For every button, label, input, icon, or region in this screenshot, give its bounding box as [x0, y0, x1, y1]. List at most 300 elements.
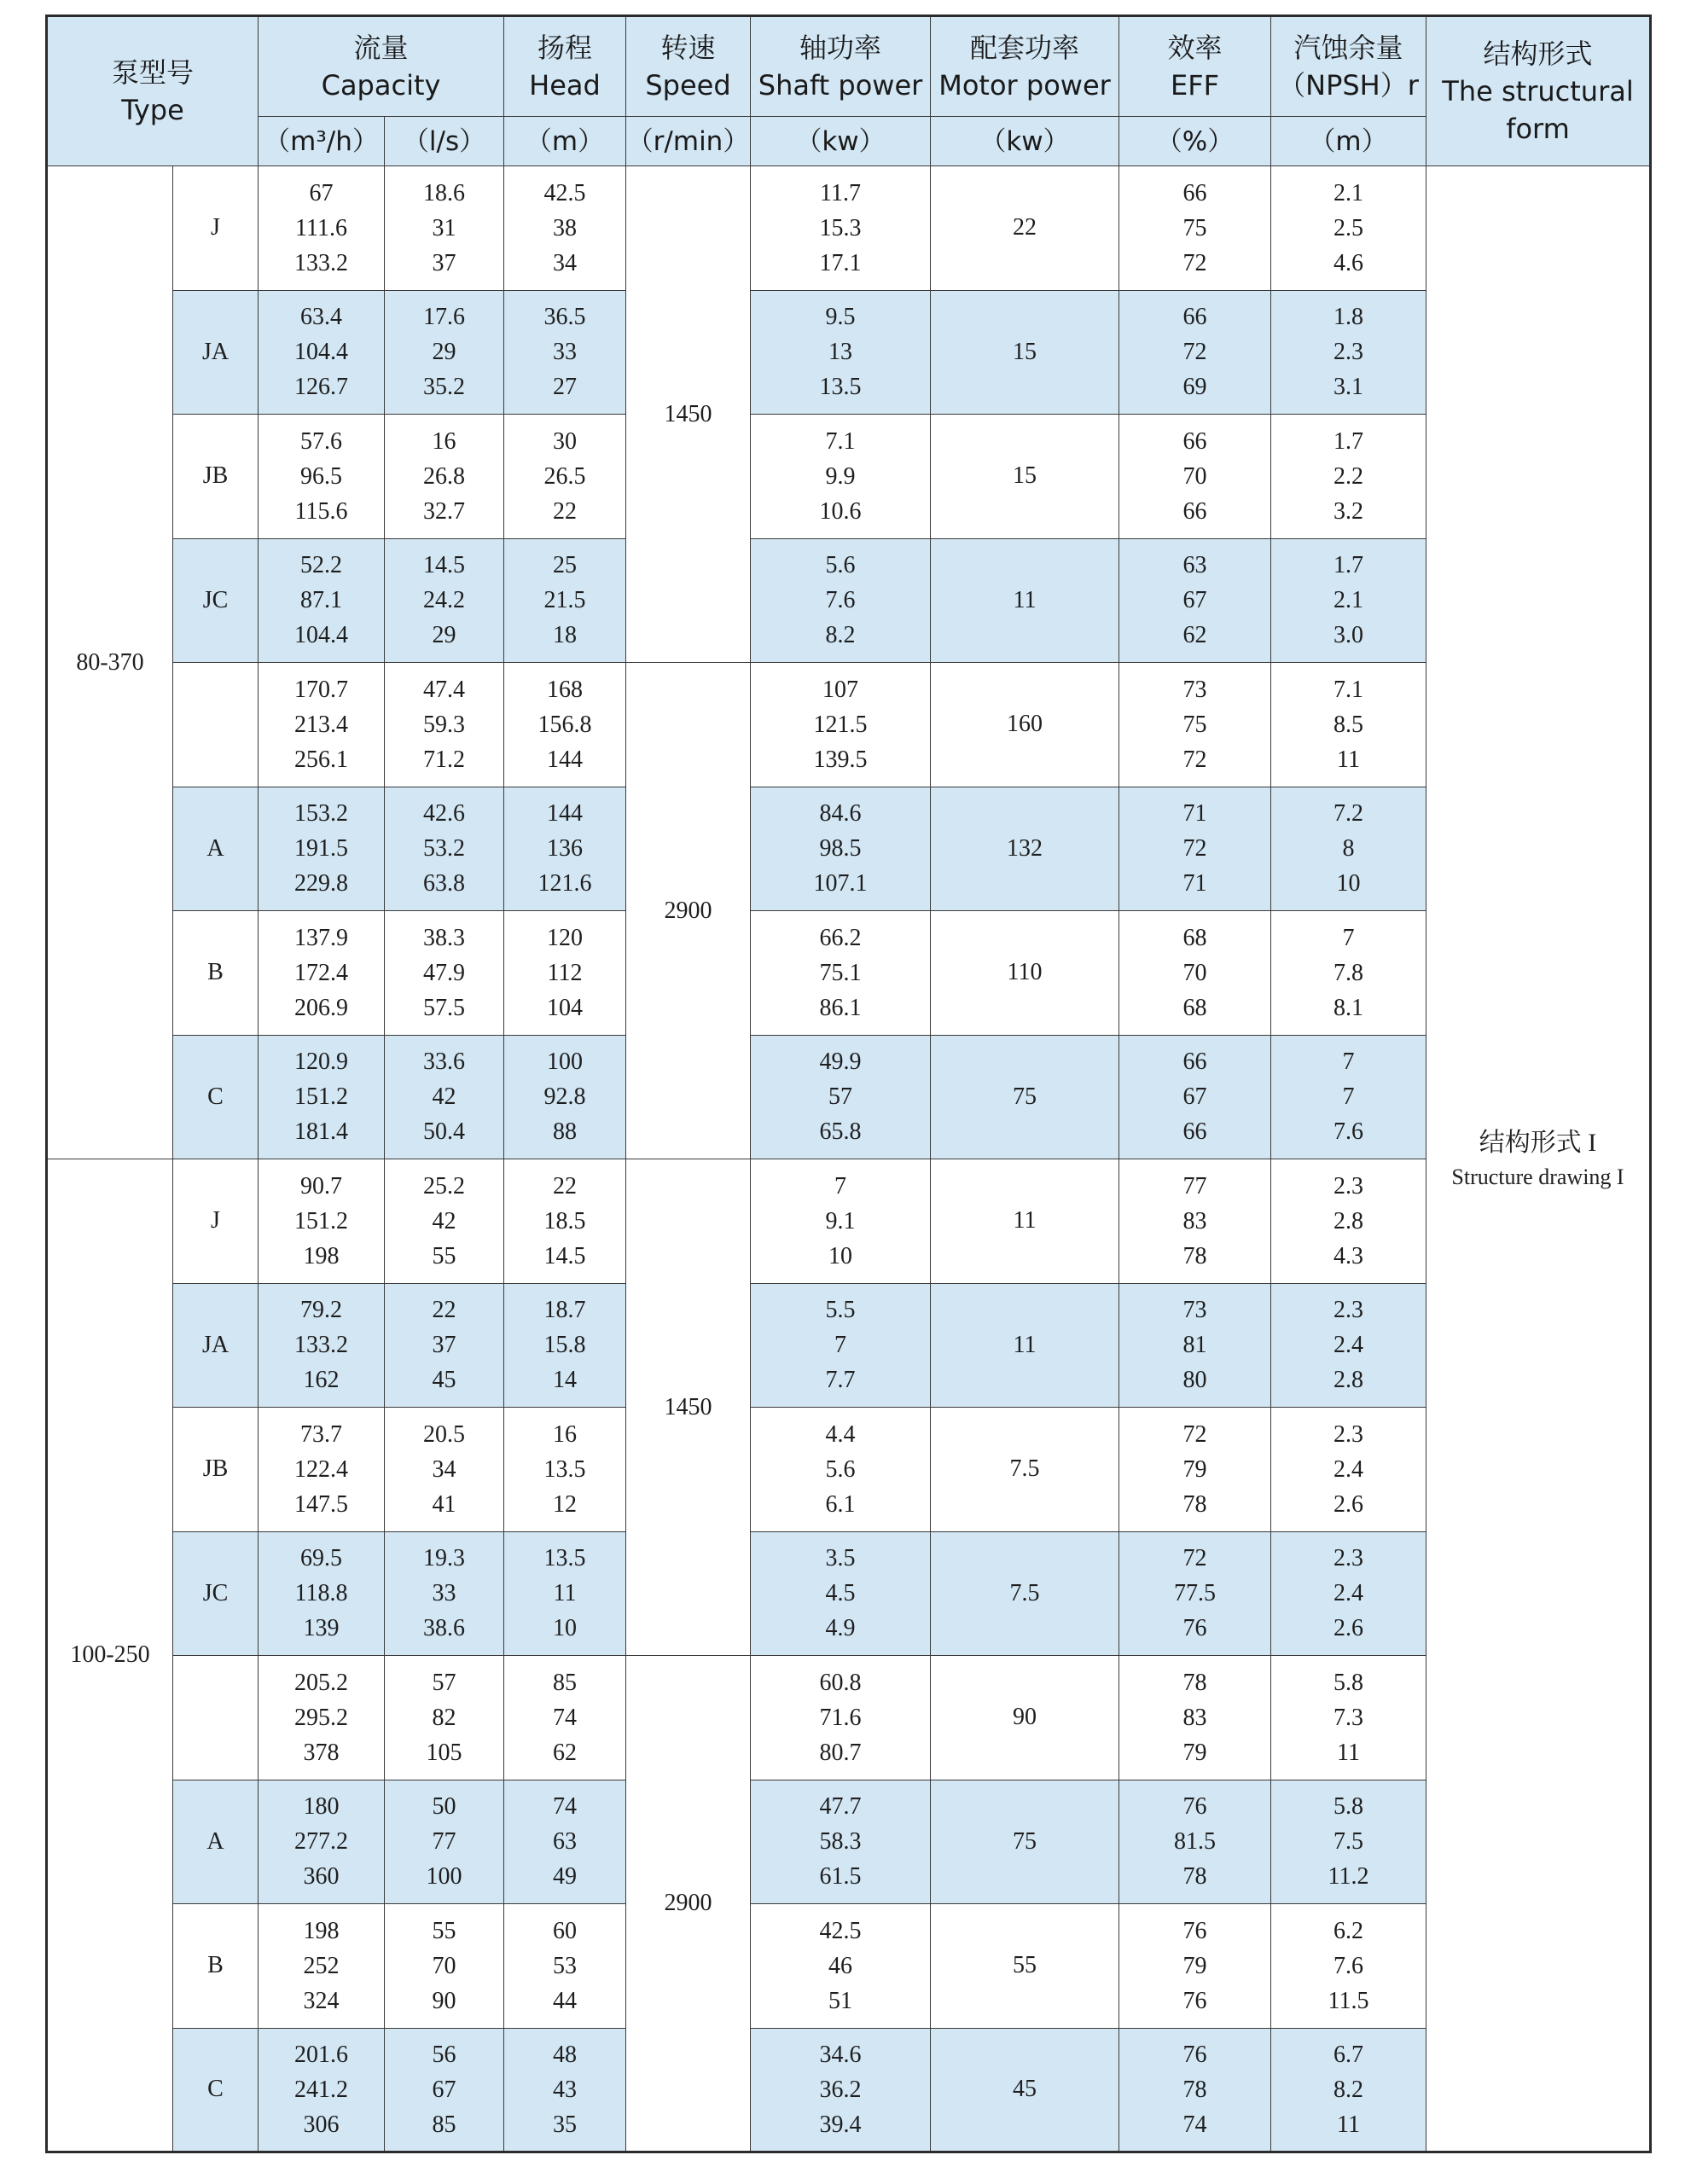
value-head: 112: [547, 959, 583, 986]
sub-model-cell: A: [173, 787, 259, 911]
table-row: [47, 1531, 1651, 1656]
cell-head: [504, 538, 626, 663]
value-head: 14: [553, 1367, 578, 1394]
value-eff: 69: [1182, 374, 1207, 401]
value-npsh: 2.4: [1333, 1455, 1364, 1483]
cell-ls: [385, 1159, 504, 1284]
value-m3h: 181.4: [294, 1118, 349, 1146]
value-m3h: 241.2: [294, 2076, 349, 2103]
cell-eff: [1119, 1904, 1271, 2029]
cell-ls: [385, 1283, 504, 1408]
cell-m3h: [259, 1531, 385, 1656]
value-head: 74: [553, 1704, 578, 1731]
value-m3h: 277.2: [294, 1828, 349, 1856]
cell-m3h: [259, 166, 385, 291]
value-eff: 70: [1182, 959, 1207, 986]
motor-power-cell: 75: [931, 1035, 1119, 1159]
value-ls: 35.2: [423, 374, 466, 401]
value-ls: 18.6: [423, 179, 466, 206]
value-head: 14.5: [543, 1242, 586, 1269]
value-ls: 85: [432, 2111, 456, 2138]
header-capacity-en: Capacity: [321, 69, 441, 102]
cell-head: [504, 1531, 626, 1656]
cell-eff: [1119, 166, 1271, 291]
cell-eff: [1119, 787, 1271, 911]
value-shaft: 65.8: [819, 1118, 862, 1146]
value-npsh: 7: [1342, 1083, 1355, 1111]
model-cell: 100-250: [47, 1159, 173, 2152]
value-head: 27: [553, 374, 578, 401]
value-eff: 70: [1182, 462, 1207, 490]
value-npsh: 4.3: [1333, 1242, 1364, 1269]
value-ls: 37: [432, 249, 456, 276]
value-m3h: 172.4: [294, 959, 349, 986]
value-npsh: 4.6: [1333, 249, 1364, 276]
cell-ls: [385, 1531, 504, 1656]
table-row: [47, 663, 1651, 787]
value-npsh: 7: [1342, 1048, 1355, 1076]
value-head: 121.6: [537, 870, 592, 897]
value-ls: 45: [432, 1367, 456, 1394]
cell-shaft: [751, 1035, 931, 1159]
value-m3h: 198: [303, 1242, 340, 1269]
value-shaft: 3.5: [825, 1545, 856, 1572]
cell-head: [504, 2028, 626, 2152]
table-row: [47, 1780, 1651, 1904]
value-ls: 47.4: [423, 676, 466, 703]
value-m3h: 180: [303, 1793, 340, 1821]
value-ls: 47.9: [423, 959, 466, 986]
value-head: 35: [553, 2111, 578, 2138]
cell-shaft: [751, 1780, 931, 1904]
value-eff: 72: [1182, 835, 1207, 863]
cell-npsh: [1271, 1283, 1426, 1408]
value-ls: 41: [432, 1490, 456, 1518]
cell-shaft: [751, 290, 931, 415]
value-shaft: 58.3: [819, 1828, 862, 1856]
table-body: [47, 166, 1651, 2152]
header-structure: [1426, 16, 1651, 166]
value-ls: 71.2: [423, 746, 466, 773]
value-head: 144: [547, 800, 584, 828]
cell-head: [504, 911, 626, 1036]
value-shaft: 98.5: [819, 835, 862, 863]
value-npsh: 1.7: [1333, 552, 1364, 579]
value-ls: 105: [426, 1739, 462, 1766]
cell-m3h: [259, 1656, 385, 1780]
unit-eff: （%）: [1119, 117, 1271, 166]
value-npsh: 5.8: [1333, 1793, 1364, 1821]
cell-m3h: [259, 1408, 385, 1532]
header-eff: [1119, 16, 1271, 117]
value-m3h: 170.7: [294, 676, 349, 703]
cell-eff: [1119, 1035, 1271, 1159]
cell-shaft: [751, 1531, 931, 1656]
value-shaft: 7: [834, 1172, 847, 1199]
header-motor-en: Motor power: [938, 69, 1111, 102]
value-m3h: 378: [303, 1739, 340, 1766]
value-m3h: 306: [303, 2111, 340, 2138]
value-head: 15.8: [543, 1332, 586, 1359]
value-head: 53: [553, 1952, 578, 1979]
value-ls: 22: [432, 1297, 456, 1324]
value-m3h: 139: [303, 1615, 340, 1642]
value-head: 85: [553, 1669, 578, 1696]
value-ls: 63.8: [423, 870, 466, 897]
header-speed-en: Speed: [645, 69, 731, 102]
motor-power-cell: 7.5: [931, 1408, 1119, 1532]
cell-npsh: [1271, 415, 1426, 539]
header-shaft-cn: 轴功率: [799, 32, 882, 64]
value-eff: 74: [1182, 2111, 1207, 2138]
value-head: 100: [547, 1048, 584, 1076]
value-npsh: 2.6: [1333, 1615, 1364, 1642]
header-npsh-cn: 汽蚀余量: [1293, 32, 1403, 64]
value-eff: 78: [1182, 1490, 1207, 1518]
motor-power-cell: 15: [931, 290, 1119, 415]
value-m3h: 256.1: [294, 746, 349, 773]
value-shaft: 34.6: [819, 2041, 862, 2068]
value-shaft: 5.6: [825, 1455, 856, 1483]
cell-head: [504, 166, 626, 291]
cell-m3h: [259, 1159, 385, 1284]
value-eff: 73: [1182, 676, 1207, 703]
value-npsh: 8.1: [1333, 994, 1364, 1021]
table-row: [47, 290, 1651, 415]
value-npsh: 8.5: [1333, 711, 1364, 738]
cell-shaft: [751, 415, 931, 539]
value-shaft: 36.2: [819, 2076, 862, 2103]
value-m3h: 115.6: [294, 497, 348, 525]
value-shaft: 6.1: [825, 1490, 856, 1518]
cell-shaft: [751, 166, 931, 291]
value-shaft: 5.6: [825, 552, 856, 579]
cell-m3h: [259, 1035, 385, 1159]
value-npsh: 11: [1337, 2111, 1360, 2138]
speed-cell: 2900: [626, 1656, 751, 2152]
cell-shaft: [751, 538, 931, 663]
cell-ls: [385, 538, 504, 663]
value-head: 16: [553, 1420, 578, 1448]
sub-model-cell: J: [173, 1159, 259, 1284]
cell-ls: [385, 1656, 504, 1780]
value-eff: 67: [1182, 587, 1207, 614]
value-eff: 68: [1182, 924, 1207, 951]
table-row: [47, 1656, 1651, 1780]
value-m3h: 87.1: [300, 587, 343, 614]
value-m3h: 252: [303, 1952, 340, 1979]
value-npsh: 2.5: [1333, 214, 1364, 241]
cell-shaft: [751, 1159, 931, 1284]
cell-shaft: [751, 1408, 931, 1532]
value-shaft: 4.5: [825, 1580, 856, 1607]
cell-head: [504, 1283, 626, 1408]
cell-eff: [1119, 1780, 1271, 1904]
value-m3h: 111.6: [295, 214, 347, 241]
motor-power-cell: 160: [931, 663, 1119, 787]
value-eff: 66: [1182, 497, 1207, 525]
value-npsh: 2.8: [1333, 1207, 1364, 1234]
header-motor-power: [931, 16, 1119, 117]
value-npsh: 7.6: [1333, 1952, 1364, 1979]
value-head: 63: [553, 1828, 578, 1856]
value-eff: 71: [1182, 800, 1207, 828]
table-row: [47, 787, 1651, 911]
motor-power-cell: 7.5: [931, 1531, 1119, 1656]
cell-ls: [385, 787, 504, 911]
value-shaft: 9.1: [825, 1207, 856, 1234]
value-npsh: 7.2: [1333, 800, 1364, 828]
cell-head: [504, 663, 626, 787]
value-npsh: 11: [1337, 1739, 1360, 1766]
value-eff: 77: [1182, 1172, 1207, 1199]
value-shaft: 10.6: [819, 497, 862, 525]
value-eff: 80: [1182, 1367, 1207, 1394]
cell-m3h: [259, 1904, 385, 2029]
value-npsh: 11.5: [1328, 1987, 1369, 2014]
cell-npsh: [1271, 911, 1426, 1036]
value-head: 18: [553, 622, 578, 649]
value-ls: 14.5: [423, 552, 466, 579]
value-ls: 29: [432, 622, 456, 649]
cell-npsh: [1271, 1904, 1426, 2029]
table-row: [47, 2028, 1651, 2152]
value-shaft: 10: [828, 1242, 853, 1269]
value-eff: 78: [1182, 1242, 1207, 1269]
sub-model-cell: JA: [173, 1283, 259, 1408]
cell-ls: [385, 290, 504, 415]
value-shaft: 60.8: [819, 1669, 862, 1696]
cell-eff: [1119, 1656, 1271, 1780]
cell-m3h: [259, 1283, 385, 1408]
unit-ls: （l/s）: [385, 117, 504, 166]
value-npsh: 3.0: [1333, 622, 1364, 649]
sub-model-cell: B: [173, 1904, 259, 2029]
cell-npsh: [1271, 2028, 1426, 2152]
value-shaft: 107.1: [813, 870, 868, 897]
value-eff: 75: [1182, 214, 1207, 241]
value-ls: 33.6: [423, 1048, 466, 1076]
cell-head: [504, 1904, 626, 2029]
header-type-en: Type: [121, 94, 184, 126]
cell-m3h: [259, 290, 385, 415]
value-npsh: 11.2: [1328, 1863, 1369, 1891]
header-speed-cn: 转速: [660, 32, 716, 64]
unit-motor: （kw）: [931, 117, 1119, 166]
cell-m3h: [259, 911, 385, 1036]
table-row: [47, 415, 1651, 539]
value-head: 30: [553, 427, 578, 455]
value-npsh: 7.6: [1333, 1118, 1364, 1146]
value-eff: 78: [1182, 2076, 1207, 2103]
value-head: 26.5: [543, 462, 586, 490]
value-shaft: 7.6: [825, 587, 856, 614]
header-head-cn: 扬程: [537, 32, 593, 64]
cell-head: [504, 1159, 626, 1284]
value-shaft: 17.1: [819, 249, 862, 276]
value-npsh: 10: [1336, 870, 1361, 897]
value-npsh: 1.8: [1333, 304, 1364, 331]
cell-npsh: [1271, 538, 1426, 663]
value-shaft: 42.5: [819, 1917, 862, 1944]
value-ls: 38.3: [423, 924, 466, 951]
value-m3h: 96.5: [300, 462, 343, 490]
value-m3h: 191.5: [294, 835, 349, 863]
cell-ls: [385, 1035, 504, 1159]
header-capacity-cn: 流量: [353, 32, 409, 64]
header-type-cn: 泵型号: [112, 56, 195, 89]
value-ls: 50.4: [423, 1118, 466, 1146]
value-head: 104: [547, 994, 584, 1021]
value-head: 22: [553, 1172, 578, 1199]
sub-model-cell: C: [173, 1035, 259, 1159]
value-ls: 33: [432, 1580, 456, 1607]
header-npsh: [1271, 16, 1426, 117]
motor-power-cell: 55: [931, 1904, 1119, 2029]
unit-speed: （r/min）: [626, 117, 751, 166]
table-row: [47, 1408, 1651, 1532]
value-shaft: 46: [828, 1952, 853, 1979]
value-head: 34: [553, 249, 578, 276]
value-shaft: 80.7: [819, 1739, 862, 1766]
cell-head: [504, 1780, 626, 1904]
motor-power-cell: 45: [931, 2028, 1119, 2152]
value-m3h: 63.4: [300, 304, 343, 331]
value-ls: 56: [432, 2041, 456, 2068]
value-npsh: 11: [1337, 746, 1360, 773]
header-struct-en2: form: [1506, 113, 1570, 145]
sub-model-cell: JB: [173, 1408, 259, 1532]
cell-ls: [385, 1904, 504, 2029]
cell-npsh: [1271, 1159, 1426, 1284]
value-ls: 19.3: [423, 1545, 466, 1572]
header-shaft-power: [751, 16, 931, 117]
value-npsh: 1.7: [1333, 427, 1364, 455]
cell-m3h: [259, 538, 385, 663]
value-shaft: 8.2: [825, 622, 856, 649]
motor-power-cell: 110: [931, 911, 1119, 1036]
value-shaft: 13: [828, 339, 853, 366]
value-eff: 81: [1182, 1332, 1207, 1359]
cell-shaft: [751, 1656, 931, 1780]
cell-shaft: [751, 911, 931, 1036]
header-npsh-en: （NPSH）r: [1278, 69, 1419, 102]
value-eff: 67: [1182, 1083, 1207, 1111]
header-speed: [626, 16, 751, 117]
cell-m3h: [259, 787, 385, 911]
value-npsh: 2.4: [1333, 1332, 1364, 1359]
value-head: 88: [553, 1118, 578, 1146]
speed-cell: 1450: [626, 1159, 751, 1656]
value-shaft: 47.7: [819, 1793, 862, 1821]
value-ls: 55: [432, 1242, 456, 1269]
value-head: 48: [553, 2041, 578, 2068]
value-eff: 66: [1182, 1118, 1207, 1146]
cell-ls: [385, 663, 504, 787]
value-npsh: 2.1: [1333, 179, 1364, 206]
sub-model-cell: JB: [173, 415, 259, 539]
cell-npsh: [1271, 1531, 1426, 1656]
cell-ls: [385, 2028, 504, 2152]
header-struct-cn: 结构形式: [1483, 38, 1593, 70]
value-head: 60: [553, 1917, 578, 1944]
value-head: 11: [553, 1580, 577, 1607]
value-eff: 76: [1182, 1987, 1207, 2014]
value-eff: 72: [1182, 249, 1207, 276]
value-m3h: 69.5: [300, 1545, 343, 1572]
sub-model-cell: B: [173, 911, 259, 1036]
value-eff: 72: [1182, 746, 1207, 773]
structure-label-en: Structure drawing I: [1451, 1165, 1624, 1189]
value-head: 21.5: [543, 587, 586, 614]
sub-model-cell: J: [173, 166, 259, 291]
value-m3h: 118.8: [294, 1580, 348, 1607]
value-eff: 76: [1182, 2041, 1207, 2068]
value-npsh: 2.3: [1333, 339, 1364, 366]
value-ls: 37: [432, 1332, 456, 1359]
value-head: 36.5: [543, 304, 586, 331]
cell-m3h: [259, 1780, 385, 1904]
cell-ls: [385, 911, 504, 1036]
cell-ls: [385, 1408, 504, 1532]
value-ls: 70: [432, 1952, 456, 1979]
value-m3h: 295.2: [294, 1704, 349, 1731]
value-shaft: 61.5: [819, 1863, 862, 1891]
value-npsh: 6.7: [1333, 2041, 1364, 2068]
value-head: 13.5: [543, 1455, 586, 1483]
value-m3h: 104.4: [294, 622, 349, 649]
value-ls: 67: [432, 2076, 456, 2103]
value-head: 33: [553, 339, 578, 366]
cell-ls: [385, 1780, 504, 1904]
value-m3h: 229.8: [294, 870, 349, 897]
motor-power-cell: 90: [931, 1656, 1119, 1780]
sub-model-cell: JC: [173, 1531, 259, 1656]
structure-cell: [1426, 166, 1651, 2152]
cell-npsh: [1271, 1780, 1426, 1904]
value-eff: 76: [1182, 1615, 1207, 1642]
header-struct-en1: The structural: [1442, 75, 1634, 107]
sub-model-cell: C: [173, 2028, 259, 2152]
value-shaft: 71.6: [819, 1704, 862, 1731]
value-shaft: 49.9: [819, 1048, 862, 1076]
value-m3h: 153.2: [294, 800, 349, 828]
value-eff: 66: [1182, 427, 1207, 455]
value-m3h: 151.2: [294, 1083, 349, 1111]
value-shaft: 4.4: [825, 1420, 856, 1448]
value-eff: 66: [1182, 1048, 1207, 1076]
value-ls: 42.6: [423, 800, 466, 828]
value-npsh: 2.2: [1333, 462, 1364, 490]
motor-power-cell: 11: [931, 538, 1119, 663]
cell-eff: [1119, 1531, 1271, 1656]
cell-m3h: [259, 2028, 385, 2152]
value-shaft: 11.7: [820, 179, 861, 206]
value-npsh: 2.1: [1333, 587, 1364, 614]
value-m3h: 122.4: [294, 1455, 349, 1483]
cell-npsh: [1271, 787, 1426, 911]
value-head: 144: [547, 746, 584, 773]
value-shaft: 9.5: [825, 304, 856, 331]
value-eff: 62: [1182, 622, 1207, 649]
value-eff: 76: [1182, 1793, 1207, 1821]
value-ls: 57: [432, 1669, 456, 1696]
value-npsh: 8.2: [1333, 2076, 1364, 2103]
value-m3h: 201.6: [294, 2041, 349, 2068]
value-shaft: 66.2: [819, 924, 862, 951]
cell-eff: [1119, 911, 1271, 1036]
cell-npsh: [1271, 1035, 1426, 1159]
